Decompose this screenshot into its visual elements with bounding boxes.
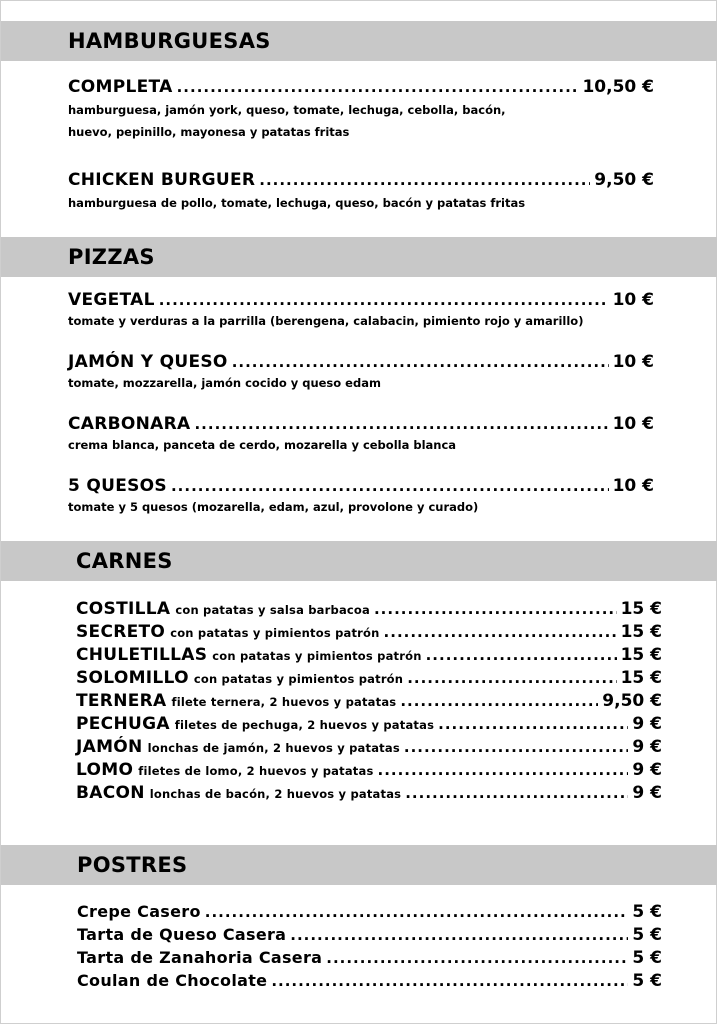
menu-item-jamon xyxy=(76,737,662,760)
dot-leader xyxy=(194,415,608,433)
item-description: filetes de lomo, 2 huevos y patatas xyxy=(138,764,374,778)
item-name: 5 QUESOS xyxy=(68,476,167,496)
dot-leader xyxy=(271,972,628,990)
item-name: TERNERA xyxy=(76,691,167,711)
dot-leader xyxy=(171,477,609,495)
section-postres xyxy=(77,902,662,994)
item-name: VEGETAL xyxy=(68,290,155,310)
item-name: PECHUGA xyxy=(76,714,170,734)
item-description: hamburguesa de pollo, tomate, lechuga, queso, bacón y patatas fritas xyxy=(68,196,526,210)
item-name: BACON xyxy=(76,783,145,803)
item-price: 10 € xyxy=(612,414,654,434)
section-header-pizzas xyxy=(1,237,717,277)
dot-leader xyxy=(232,353,609,371)
item-price: 10 € xyxy=(612,476,654,496)
menu-item-chicken-burguer xyxy=(68,170,654,214)
section-header-carnes xyxy=(1,541,717,581)
menu-item-carbonara xyxy=(68,414,654,456)
item-description: con patatas y pimientos patrón xyxy=(212,649,422,663)
item-price: 9 € xyxy=(632,760,662,780)
item-name: CHULETILLAS xyxy=(76,645,208,665)
item-price: 9,50 € xyxy=(594,170,654,190)
item-price: 15 € xyxy=(620,668,662,688)
menu-item-5-quesos xyxy=(68,476,654,518)
menu-item-pechuga xyxy=(76,714,662,737)
item-description: filete ternera, 2 huevos y patatas xyxy=(171,695,397,709)
dot-leader xyxy=(205,903,629,921)
dot-leader xyxy=(384,623,617,641)
item-price: 5 € xyxy=(632,971,662,991)
menu-item-completa xyxy=(68,77,654,143)
item-name: Crepe Casero xyxy=(77,902,201,921)
item-description: lonchas de jamón, 2 huevos y patatas xyxy=(147,741,400,755)
item-name: CARBONARA xyxy=(68,414,191,434)
item-name: LOMO xyxy=(76,760,134,780)
menu-item-coulan-de-chocolate xyxy=(77,971,662,994)
menu-item-costilla xyxy=(76,599,662,622)
item-name: COMPLETA xyxy=(68,77,173,97)
dot-leader xyxy=(290,926,628,944)
menu-item-solomillo xyxy=(76,668,662,691)
menu-item-tarta-de-zanahoria xyxy=(77,948,662,971)
dot-leader xyxy=(159,291,609,309)
item-description: huevo, pepinillo, mayonesa y patatas fritas xyxy=(68,125,350,139)
item-description: con patatas y pimientos patrón xyxy=(193,672,404,686)
item-name: SOLOMILLO xyxy=(76,668,189,688)
section-title: HAMBURGUESAS xyxy=(68,29,271,53)
item-description: con patatas y salsa barbacoa xyxy=(175,603,370,617)
item-name: CHICKEN BURGUER xyxy=(68,170,256,190)
item-price: 5 € xyxy=(632,925,662,945)
dot-leader xyxy=(400,692,598,710)
item-name: JAMÓN xyxy=(76,737,143,757)
menu-item-crepe-casero xyxy=(77,902,662,925)
dot-leader xyxy=(374,600,617,618)
item-price: 15 € xyxy=(620,622,662,642)
item-price: 9 € xyxy=(632,714,662,734)
dot-leader xyxy=(438,715,628,733)
item-description: lonchas de bacón, 2 huevos y patatas xyxy=(149,787,402,801)
item-price: 15 € xyxy=(620,645,662,665)
section-title: POSTRES xyxy=(77,853,188,877)
section-carnes xyxy=(76,599,662,806)
dot-leader xyxy=(404,738,629,756)
item-price: 9,50 € xyxy=(602,691,662,711)
item-price: 10 € xyxy=(612,290,654,310)
item-description: crema blanca, panceta de cerdo, mozarella y cebolla blanca xyxy=(68,438,457,452)
item-name: COSTILLA xyxy=(76,599,171,619)
dot-leader xyxy=(378,761,629,779)
section-header-hamburguesas xyxy=(1,21,717,61)
section-title: PIZZAS xyxy=(68,245,155,269)
item-description: tomate, mozzarella, jamón cocido y queso edam xyxy=(68,376,381,390)
item-price: 5 € xyxy=(632,948,662,968)
dot-leader xyxy=(407,669,616,687)
item-name: Coulan de Chocolate xyxy=(77,971,268,990)
item-name: JAMÓN Y QUESO xyxy=(68,352,228,372)
item-description: filetes de pechuga, 2 huevos y patatas xyxy=(174,718,435,732)
menu-item-tarta-de-queso xyxy=(77,925,662,948)
item-price: 10 € xyxy=(612,352,654,372)
section-title: CARNES xyxy=(76,549,173,573)
dot-leader xyxy=(426,646,617,664)
item-description: tomate y 5 quesos (mozarella, edam, azul, provolone y curado) xyxy=(68,500,479,514)
item-description: con patatas y pimientos patrón xyxy=(170,626,380,640)
menu-item-jamon-y-queso xyxy=(68,352,654,394)
dot-leader xyxy=(326,949,628,967)
item-price: 5 € xyxy=(632,902,662,922)
dot-leader xyxy=(405,784,628,802)
item-description: hamburguesa, jamón york, queso, tomate, lechuga, cebolla, bacón, xyxy=(68,103,506,117)
section-header-postres xyxy=(1,845,717,885)
item-name: SECRETO xyxy=(76,622,166,642)
item-name: Tarta de Zanahoria Casera xyxy=(77,948,323,967)
item-price: 9 € xyxy=(632,737,662,757)
menu-item-secreto xyxy=(76,622,662,645)
menu-item-lomo xyxy=(76,760,662,783)
menu-item-bacon xyxy=(76,783,662,806)
dot-leader xyxy=(177,78,579,96)
menu-item-chuletillas xyxy=(76,645,662,668)
item-price: 15 € xyxy=(620,599,662,619)
item-name: Tarta de Queso Casera xyxy=(77,925,287,944)
item-description: tomate y verduras a la parrilla (berengena, calabacin, pimiento rojo y amarillo) xyxy=(68,314,584,328)
dot-leader xyxy=(259,171,590,189)
menu-item-vegetal xyxy=(68,290,654,332)
item-price: 10,50 € xyxy=(582,77,654,97)
menu-item-ternera xyxy=(76,691,662,714)
item-price: 9 € xyxy=(632,783,662,803)
